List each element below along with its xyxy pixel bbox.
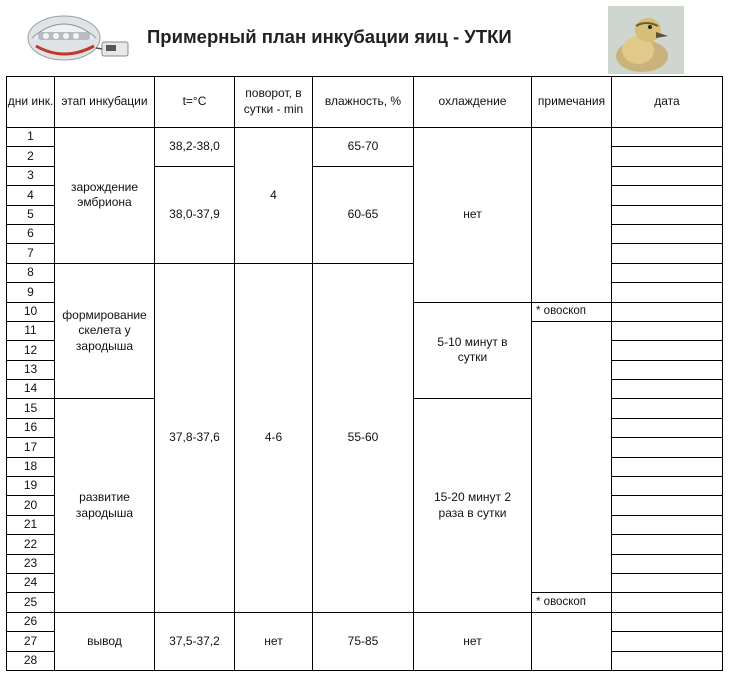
notes-cell: * овоскоп [532,593,612,612]
day-number: 11 [7,321,55,340]
header-temperature: t=°C [155,77,235,128]
day-number: 24 [7,573,55,592]
day-number: 19 [7,477,55,496]
date-cell[interactable] [612,186,723,205]
stage-cell: развитие зародыша [55,399,155,612]
temperature-cell: 37,8-37,6 [155,263,235,612]
duckling-photo [608,6,684,74]
date-cell[interactable] [612,283,723,302]
turning-cell: нет [235,612,313,670]
header-cooling: охлаждение [414,77,532,128]
date-cell[interactable] [612,554,723,573]
day-number: 18 [7,457,55,476]
humidity-cell: 75-85 [313,612,414,670]
turning-cell: 4-6 [235,263,313,612]
day-number: 9 [7,283,55,302]
date-cell[interactable] [612,263,723,282]
date-cell[interactable] [612,244,723,263]
cooling-cell: нет [414,612,532,670]
day-number: 17 [7,438,55,457]
day-number: 12 [7,341,55,360]
humidity-cell: 65-70 [313,128,414,167]
temperature-cell: 38,0-37,9 [155,166,235,263]
day-number: 3 [7,166,55,185]
day-number: 21 [7,515,55,534]
date-cell[interactable] [612,147,723,166]
header-notes: примечания [532,77,612,128]
date-cell[interactable] [612,418,723,437]
day-number: 25 [7,593,55,612]
date-cell[interactable] [612,632,723,651]
day-number: 10 [7,302,55,321]
temperature-cell: 37,5-37,2 [155,612,235,670]
date-cell[interactable] [612,612,723,631]
day-number: 13 [7,360,55,379]
notes-cell [532,321,612,592]
stage-cell: зарождение эмбриона [55,128,155,264]
day-number: 16 [7,418,55,437]
day-number: 2 [7,147,55,166]
date-cell[interactable] [612,573,723,592]
header-humidity: влажность, % [313,77,414,128]
date-cell[interactable] [612,380,723,399]
cooling-cell: 5-10 минут в сутки [414,302,532,399]
stage-cell: вывод [55,612,155,670]
day-number: 4 [7,186,55,205]
humidity-cell: 55-60 [313,263,414,612]
day-number: 28 [7,651,55,670]
day-number: 27 [7,632,55,651]
day-number: 22 [7,535,55,554]
date-cell[interactable] [612,535,723,554]
date-cell[interactable] [612,399,723,418]
date-cell[interactable] [612,224,723,243]
day-number: 23 [7,554,55,573]
day-number: 20 [7,496,55,515]
date-cell[interactable] [612,360,723,379]
date-cell[interactable] [612,515,723,534]
day-number: 5 [7,205,55,224]
day-number: 6 [7,224,55,243]
notes-cell [532,612,612,670]
date-cell[interactable] [612,438,723,457]
date-cell[interactable] [612,341,723,360]
notes-cell [532,128,612,303]
date-cell[interactable] [612,457,723,476]
turning-cell: 4 [235,128,313,264]
header-turning: поворот, в сутки - min [235,77,313,128]
day-number: 7 [7,244,55,263]
day-number: 14 [7,380,55,399]
date-cell[interactable] [612,651,723,670]
date-cell[interactable] [612,205,723,224]
notes-cell: * овоскоп [532,302,612,321]
date-cell[interactable] [612,593,723,612]
day-number: 15 [7,399,55,418]
header-row [7,77,723,128]
date-cell[interactable] [612,477,723,496]
date-cell[interactable] [612,496,723,515]
humidity-cell: 60-65 [313,166,414,263]
header-stage: этап инкубации [55,77,155,128]
day-number: 8 [7,263,55,282]
header-date: дата [612,77,723,128]
day-number: 26 [7,612,55,631]
cooling-cell: 15-20 минут 2 раза в сутки [414,399,532,612]
temperature-cell: 38,2-38,0 [155,128,235,167]
cooling-cell: нет [414,128,532,303]
date-cell[interactable] [612,321,723,340]
header-days: дни инк. [7,77,55,128]
day-number: 1 [7,128,55,147]
incubator-image [24,8,140,66]
date-cell[interactable] [612,128,723,147]
incubation-table [6,76,723,671]
stage-cell: формирование скелета у зародыша [55,263,155,399]
page-title: Примерный план инкубации яиц - УТКИ [147,26,512,47]
date-cell[interactable] [612,166,723,185]
date-cell[interactable] [612,302,723,321]
